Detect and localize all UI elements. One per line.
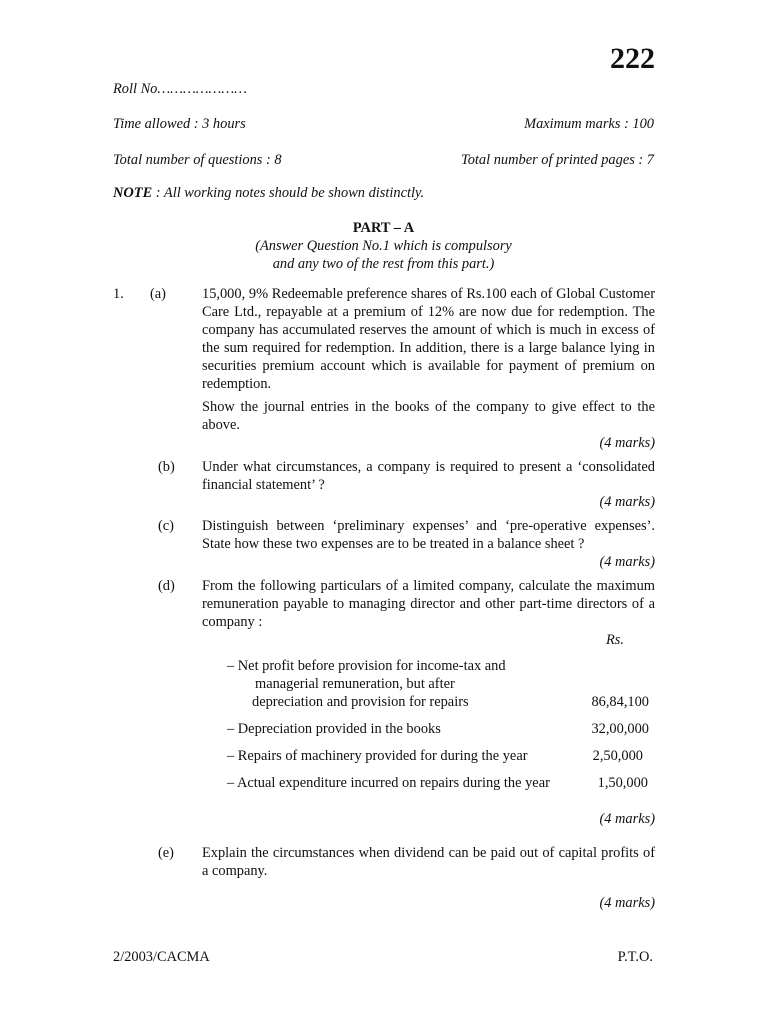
note — [113, 184, 424, 202]
time-marks-row — [113, 115, 654, 133]
sub-question-d-label: (d) — [158, 578, 175, 594]
part-instruction-line-1: (Answer Question No.1 which is compulsory — [255, 238, 512, 254]
questions-pages-row — [113, 151, 654, 169]
time-allowed: Time allowed : 3 hours — [113, 116, 246, 132]
particular-label: – Repairs of machinery provided for during the year — [227, 748, 528, 764]
sub-question-c-marks: (4 marks) — [599, 554, 655, 570]
particular-amount: 86,84,100 — [591, 694, 649, 710]
particular-label — [227, 657, 577, 711]
sub-question-e-marks: (4 marks) — [599, 895, 655, 911]
particular-amount: 32,00,000 — [591, 721, 649, 737]
note-label: NOTE — [113, 185, 153, 201]
sub-question-b-label: (b) — [158, 459, 175, 475]
particular-label: – Depreciation provided in the books — [227, 721, 441, 737]
particular-amount: 1,50,000 — [597, 775, 648, 791]
particular-amount: 2,50,000 — [592, 748, 643, 764]
question-number: 1. — [113, 286, 124, 302]
sub-question-a-text: 15,000, 9% Redeemable preference shares of Rs.100 each of Global Customer Care Ltd., repayable at a premium of 12% are now due for redemption. The company has accumulated reserves the amount of which is much in excess of the sum required for redemption. In addition, there is a large balance lying in securities premium account which is available for payment of premium on redemption. — [202, 286, 655, 392]
sub-question-d-text: From the following particulars of a limited company, calculate the maximum remuneration payable to managing director and other part-time directors of a company : — [202, 578, 655, 630]
particular-label-line: – Net profit before provision for income-tax and — [227, 658, 506, 674]
currency-header: Rs. — [606, 632, 624, 648]
roll-number-line: Roll No………………… — [113, 81, 247, 97]
sub-question-b-marks: (4 marks) — [599, 494, 655, 510]
sub-question-c-label: (c) — [158, 518, 174, 534]
sub-question-d-marks: (4 marks) — [599, 811, 655, 827]
part-instruction-line-2: and any two of the rest from this part.) — [272, 256, 495, 272]
note-text: : All working notes should be shown distinctly. — [152, 185, 425, 201]
sub-question-a-marks: (4 marks) — [599, 435, 655, 451]
footer-code: 2/2003/CACMA — [113, 949, 210, 965]
sub-question-c-text: Distinguish between ‘preliminary expenses’ and ‘pre-operative expenses’. State how these two expenses are to be treated in a balance sheet ? — [202, 518, 655, 552]
sub-question-b-text: Under what circumstances, a company is required to present a ‘consolidated financial statement’ ? — [202, 459, 655, 493]
footer-pto: P.T.O. — [617, 949, 653, 965]
page-number: 222 — [610, 42, 655, 75]
sub-question-e-label: (e) — [158, 845, 174, 861]
particular-label-line: managerial remuneration, but after — [255, 676, 455, 692]
maximum-marks: Maximum marks : 100 — [524, 116, 654, 132]
particular-label: – Actual expenditure incurred on repairs during the year — [227, 775, 550, 791]
part-title: PART – A — [352, 220, 415, 236]
total-questions: Total number of questions : 8 — [113, 152, 282, 168]
particular-label-line: depreciation and provision for repairs — [252, 694, 469, 710]
sub-question-e-text: Explain the circumstances when dividend can be paid out of capital profits of a company. — [202, 845, 655, 879]
sub-question-a-label: (a) — [150, 286, 166, 302]
part-heading — [113, 219, 654, 273]
total-pages: Total number of printed pages : 7 — [461, 152, 654, 168]
sub-question-a-instruction: Show the journal entries in the books of the company to give effect to the above. — [202, 399, 655, 433]
